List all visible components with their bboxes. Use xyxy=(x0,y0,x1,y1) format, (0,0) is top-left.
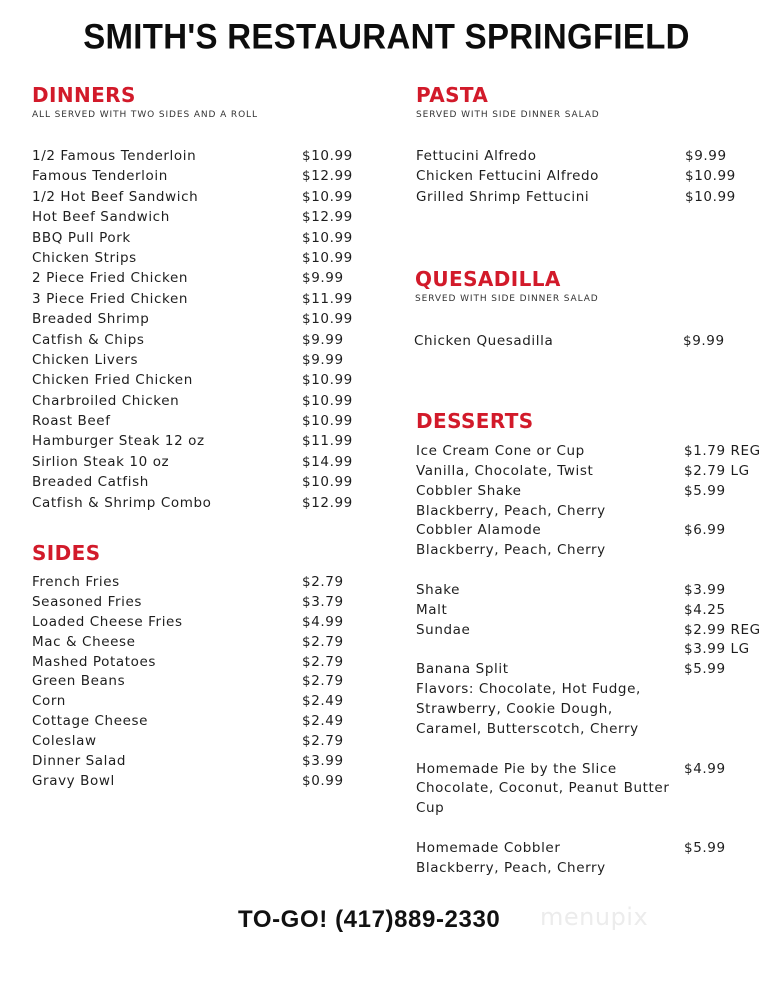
item-price: $2.79 xyxy=(302,574,344,590)
menu-item xyxy=(32,166,352,186)
menu-item xyxy=(416,740,766,760)
menu-item xyxy=(416,146,761,166)
item-price: $9.99 xyxy=(302,331,344,348)
item-price: $10.99 xyxy=(685,188,736,205)
menu-item xyxy=(32,187,352,207)
menu-item xyxy=(416,482,766,502)
item-price: $2.79 xyxy=(302,633,344,650)
item-name: Breaded Shrimp xyxy=(32,311,150,328)
menu-item xyxy=(416,561,766,581)
menu-item xyxy=(416,660,766,680)
page-title: SMITH'S RESTAURANT SPRINGFIELD xyxy=(83,16,690,57)
item-price: $10.99 xyxy=(302,474,353,491)
item-price: $10.99 xyxy=(302,148,353,164)
item-name: Shake xyxy=(416,581,461,598)
menu-item xyxy=(32,593,352,613)
item-name: Malt xyxy=(416,601,448,618)
menu-item xyxy=(416,700,766,720)
item-price: $4.99 xyxy=(302,613,344,630)
item-name: Cobbler Shake xyxy=(416,482,522,499)
item-price: $11.99 xyxy=(302,433,353,450)
item-name: Seasoned Fries xyxy=(32,593,142,610)
item-price: $2.49 xyxy=(302,693,344,710)
item-name: Catfish & Chips xyxy=(32,331,145,348)
menu-item xyxy=(32,772,352,792)
item-name: Fettucini Alfredo xyxy=(416,148,537,164)
menu-item xyxy=(32,732,352,752)
menu-item xyxy=(416,502,766,522)
menu-item xyxy=(32,613,352,633)
menu-item xyxy=(416,541,766,561)
item-name: Hamburger Steak 12 oz xyxy=(32,433,205,450)
item-price: $10.99 xyxy=(302,229,353,246)
item-name: Catfish & Shrimp Combo xyxy=(32,494,212,511)
menu-item xyxy=(416,581,766,601)
item-name: Loaded Cheese Fries xyxy=(32,613,183,630)
section-title: DESSERTS xyxy=(416,409,534,433)
menu-item xyxy=(32,391,352,411)
item-price: $10.99 xyxy=(302,311,353,328)
dinners-list xyxy=(32,146,352,513)
desserts-list xyxy=(416,442,766,879)
item-name: Cottage Cheese xyxy=(32,713,149,730)
section-title: PASTA xyxy=(416,83,489,107)
item-name: BBQ Pull Pork xyxy=(32,229,131,246)
item-price: $12.99 xyxy=(302,209,353,226)
watermark-logo: menupix xyxy=(540,903,649,931)
menu-item xyxy=(32,653,352,673)
menu-item xyxy=(32,330,352,350)
menu-item xyxy=(32,472,352,492)
item-name: Blackberry, Peach, Cherry xyxy=(416,502,606,519)
item-name: Flavors: Chocolate, Hot Fudge, xyxy=(416,681,641,698)
item-name: Sundae xyxy=(416,621,471,638)
menu-item xyxy=(416,839,766,859)
item-name: French Fries xyxy=(32,574,120,590)
item-name: Vanilla, Chocolate, Twist xyxy=(416,462,594,479)
item-price: $4.99 xyxy=(684,760,726,777)
menu-item xyxy=(32,431,352,451)
menu-item xyxy=(414,331,759,351)
item-price: $0.99 xyxy=(302,772,344,789)
item-price: $9.99 xyxy=(685,148,727,164)
menu-item xyxy=(32,248,352,268)
menu-item xyxy=(32,672,352,692)
item-name: 2 Piece Fried Chicken xyxy=(32,270,189,287)
item-price: $9.99 xyxy=(683,333,725,349)
menu-item xyxy=(32,228,352,248)
menu-item xyxy=(32,207,352,227)
item-price: $5.99 xyxy=(684,839,726,856)
section-title: DINNERS xyxy=(32,83,136,107)
item-name: Grilled Shrimp Fettucini xyxy=(416,188,590,205)
item-name: Cup xyxy=(416,800,445,817)
item-name: Chicken Fried Chicken xyxy=(32,372,193,389)
item-name: Charbroiled Chicken xyxy=(32,392,180,409)
item-price: $4.25 xyxy=(684,601,726,618)
item-name: Coleslaw xyxy=(32,733,97,750)
section-subtitle: SERVED WITH SIDE DINNER SALAD xyxy=(415,294,599,304)
item-price: $10.99 xyxy=(302,188,353,205)
item-name: 1/2 Hot Beef Sandwich xyxy=(32,188,199,205)
item-name: Chicken Livers xyxy=(32,351,139,368)
item-price: $2.79 LG xyxy=(684,462,750,479)
item-price: $12.99 xyxy=(302,168,353,185)
menu-item xyxy=(32,752,352,772)
menu-item xyxy=(416,187,761,207)
quesadilla-header xyxy=(415,267,599,305)
item-price: $2.79 xyxy=(302,653,344,670)
menu-item xyxy=(32,452,352,472)
item-name: Banana Split xyxy=(416,661,509,678)
sides-header xyxy=(32,541,101,565)
item-price: $10.99 xyxy=(302,249,353,266)
menu-item xyxy=(32,712,352,732)
item-name: Caramel, Butterscotch, Cherry xyxy=(416,720,639,737)
desserts-header xyxy=(416,409,534,433)
item-price: $5.99 xyxy=(684,482,726,499)
pasta-list xyxy=(416,146,761,207)
menu-item xyxy=(416,859,766,879)
quesadilla-list xyxy=(414,331,759,351)
item-name: Strawberry, Cookie Dough, xyxy=(416,700,613,717)
item-price: $2.79 xyxy=(302,733,344,750)
item-price: $10.99 xyxy=(302,372,353,389)
item-name: Chicken Quesadilla xyxy=(414,333,554,349)
item-name: Green Beans xyxy=(32,673,126,690)
menu-item xyxy=(416,760,766,780)
item-name: Hot Beef Sandwich xyxy=(32,209,170,226)
item-name: Mashed Potatoes xyxy=(32,653,157,670)
item-price: $3.79 xyxy=(302,593,344,610)
item-price: $3.99 LG xyxy=(684,641,750,658)
item-price: $10.99 xyxy=(685,168,736,185)
section-title: SIDES xyxy=(32,541,101,565)
item-name: Chicken Fettucini Alfredo xyxy=(416,168,600,185)
menu-item xyxy=(32,268,352,288)
menu-item xyxy=(32,692,352,712)
menu-item xyxy=(32,146,352,166)
sides-list xyxy=(32,573,352,792)
item-price: $3.99 xyxy=(302,753,344,770)
item-name: Corn xyxy=(32,693,66,710)
item-name: Homemade Cobbler xyxy=(416,839,561,856)
section-title: QUESADILLA xyxy=(415,267,561,291)
section-subtitle: ALL SERVED WITH TWO SIDES AND A ROLL xyxy=(32,110,258,120)
menu-item xyxy=(32,370,352,390)
item-price: $2.79 xyxy=(302,673,344,690)
menu-item xyxy=(32,493,352,513)
menu-item xyxy=(416,166,761,186)
dinners-header xyxy=(32,83,258,121)
item-name: Roast Beef xyxy=(32,413,111,430)
menu-item xyxy=(32,350,352,370)
item-name: 1/2 Famous Tenderloin xyxy=(32,148,197,164)
item-name: Gravy Bowl xyxy=(32,772,115,789)
item-price: $10.99 xyxy=(302,413,353,430)
item-price: $5.99 xyxy=(684,661,726,678)
item-name: Homemade Pie by the Slice xyxy=(416,760,617,777)
menu-item xyxy=(32,411,352,431)
menu-item xyxy=(416,799,766,819)
item-name: Mac & Cheese xyxy=(32,633,136,650)
item-name: Famous Tenderloin xyxy=(32,168,168,185)
pasta-header xyxy=(416,83,600,121)
menu-item xyxy=(416,521,766,541)
item-name: Cobbler Alamode xyxy=(416,522,542,539)
menu-item xyxy=(416,640,766,660)
item-price: $9.99 xyxy=(302,270,344,287)
item-name: 3 Piece Fried Chicken xyxy=(32,290,189,307)
item-price: $10.99 xyxy=(302,392,353,409)
item-price: $2.49 xyxy=(302,713,344,730)
item-price: $3.99 xyxy=(684,581,726,598)
menu-item xyxy=(416,621,766,641)
menu-item xyxy=(416,601,766,621)
item-price: $9.99 xyxy=(302,351,344,368)
menu-item xyxy=(416,779,766,799)
item-name: Blackberry, Peach, Cherry xyxy=(416,859,606,876)
item-name: Ice Cream Cone or Cup xyxy=(416,443,585,459)
item-price: $12.99 xyxy=(302,494,353,511)
item-name: Breaded Catfish xyxy=(32,474,149,491)
item-price: $6.99 xyxy=(684,522,726,539)
menu-item xyxy=(416,680,766,700)
menu-item xyxy=(416,442,766,462)
item-name: Dinner Salad xyxy=(32,753,127,770)
menu-item xyxy=(416,720,766,740)
item-price: $2.99 REG xyxy=(684,621,761,638)
menu-item xyxy=(416,462,766,482)
item-name: Chocolate, Coconut, Peanut Butter xyxy=(416,780,670,797)
item-price: $1.79 REG xyxy=(684,443,761,459)
section-subtitle: SERVED WITH SIDE DINNER SALAD xyxy=(416,110,600,120)
menu-item xyxy=(32,289,352,309)
item-price: $11.99 xyxy=(302,290,353,307)
menu-item xyxy=(32,633,352,653)
menu-item xyxy=(416,819,766,839)
menu-item xyxy=(32,573,352,593)
item-name: Sirlion Steak 10 oz xyxy=(32,453,170,470)
to-go-phone: TO-GO! (417)889-2330 xyxy=(238,906,501,933)
menu-item xyxy=(32,309,352,329)
item-name: Chicken Strips xyxy=(32,249,137,266)
item-name: Blackberry, Peach, Cherry xyxy=(416,542,606,559)
item-price: $14.99 xyxy=(302,453,353,470)
